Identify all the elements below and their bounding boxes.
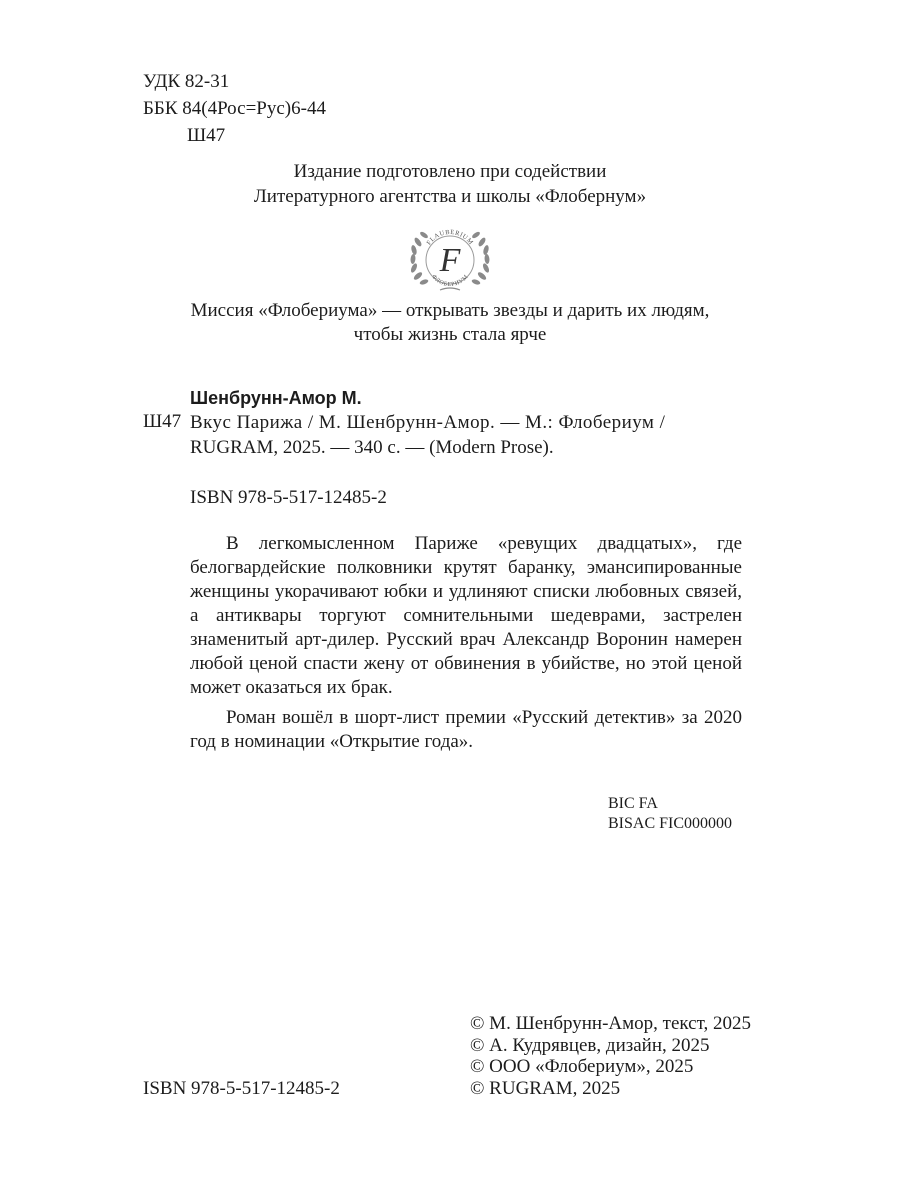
mission-line-1: Миссия «Флобериума» — открывать звезды и дарить их людям, xyxy=(190,300,710,321)
logo-bottom-text: ФЛОБЕРИУМ xyxy=(430,273,470,289)
copyright-line: © А. Кудрявцев, дизайн, 2025 xyxy=(470,1034,710,1056)
copyright-line: © RUGRAM, 2025 xyxy=(470,1077,621,1099)
udk-code: УДК 82-31 xyxy=(143,71,230,92)
flauberium-logo xyxy=(404,216,496,300)
footer-isbn: ISBN 978-5-517-12485-2 xyxy=(143,1078,340,1099)
copyright-list xyxy=(470,1013,751,1099)
catalog-author: Шенбрунн-Амор М. xyxy=(190,388,362,408)
annotation-paragraph-2: Роман вошёл в шорт-лист премии «Русский детектив» за 2020 год в номинации «Открытие года». xyxy=(190,707,742,752)
bbk-code: ББК 84(4Рос=Рус)6-44 xyxy=(143,98,326,119)
catalog-mark: Ш47 xyxy=(143,411,182,432)
annotation-paragraph-1: В легкомысленном Париже «ревущих двадцатых», где белогвардейские полковники крутят баранку, эмансипированные женщины укорачивают юбки и удлиняют списки любовных связей, а антиквары торгуют сомнительными шедеврами, застрелен знаменитый арт-дилер. Русский врач Александр Воронин намерен любой ценой спасти жену от обвинения в убийстве, но этой ценой может оказаться их брак. xyxy=(190,533,742,698)
author-mark: Ш47 xyxy=(187,125,226,146)
credits-line-1: Издание подготовлено при содействии xyxy=(293,161,607,182)
copyright-line: © ООО «Флобериум», 2025 xyxy=(470,1056,694,1077)
catalog-isbn: ISBN 978-5-517-12485-2 xyxy=(190,487,387,508)
credits-line-2: Литературного агентства и школы «Флобернум» xyxy=(253,186,647,207)
bic-code: BIC FA xyxy=(608,795,658,812)
mission-line-2: чтобы жизнь стала ярче xyxy=(353,324,547,345)
catalog-title-line: Вкус Парижа / М. Шенбрунн-Амор. — М.: Флобериум / xyxy=(190,412,666,433)
bisac-code: BISAC FIC000000 xyxy=(608,815,733,832)
logo-top-text: FLAUBERIUM xyxy=(425,228,475,247)
copyright-line: © М. Шенбрунн-Амор, текст, 2025 xyxy=(470,1013,751,1034)
catalog-publisher-line: RUGRAM, 2025. — 340 с. — (Modern Prose). xyxy=(190,437,554,458)
logo-letter: F xyxy=(439,242,461,279)
